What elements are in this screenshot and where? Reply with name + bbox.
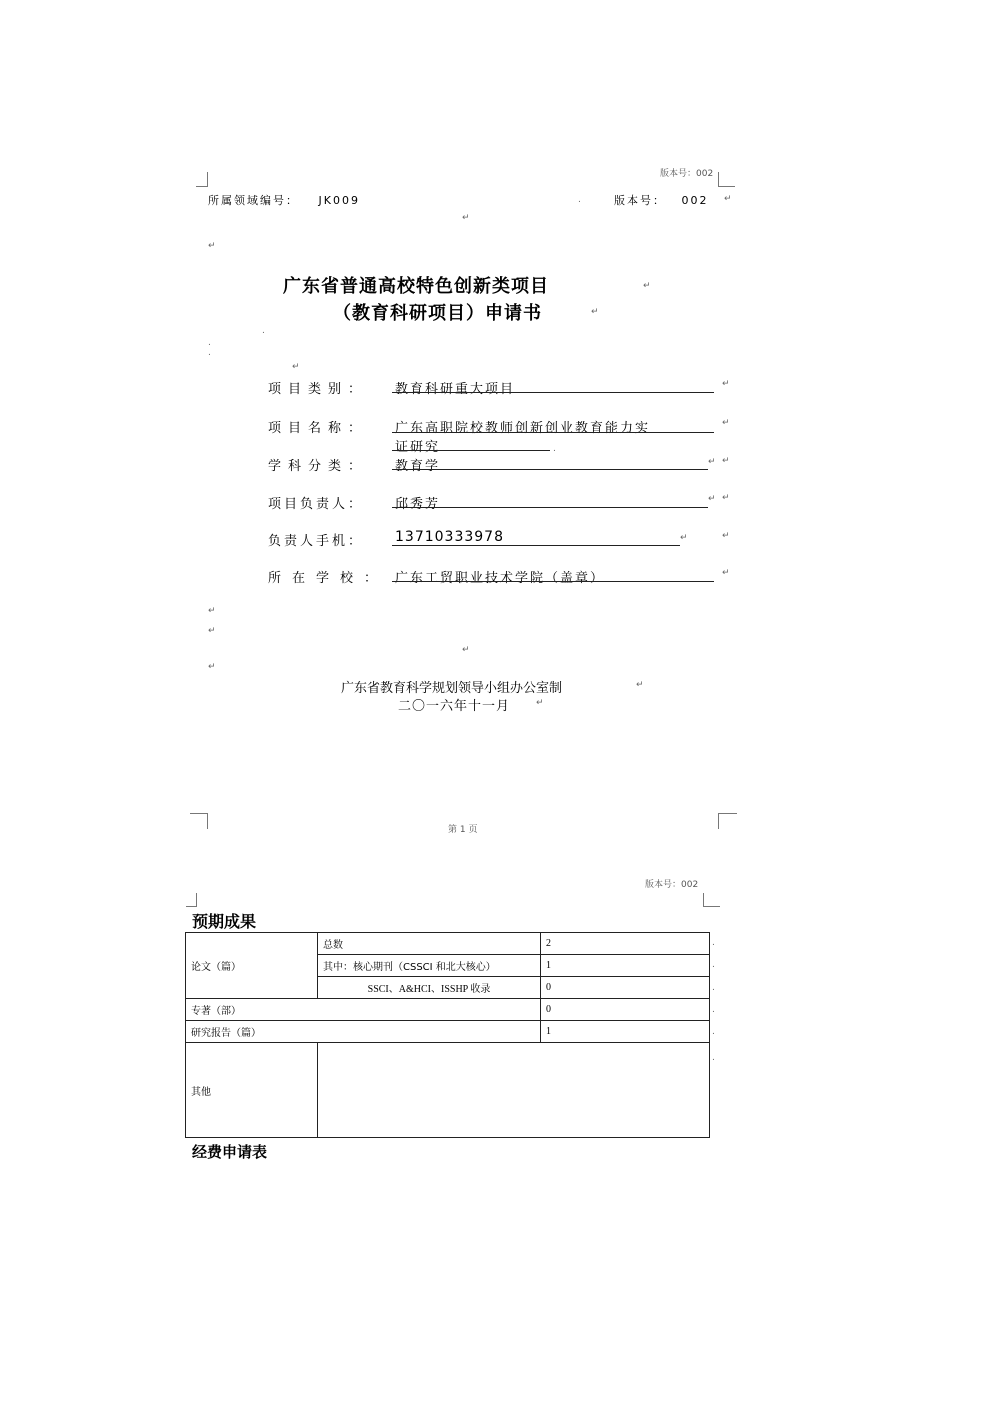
corner-mark-top-left <box>196 172 208 187</box>
row-end-mark: . <box>712 1053 715 1063</box>
ssci-value-cell: 0 <box>541 977 710 999</box>
page-number: 第 1 页 <box>448 825 478 835</box>
paragraph-mark: ↵ <box>722 568 730 578</box>
other-label-cell: 其他 <box>186 1043 318 1138</box>
field-code-label: 所属领域编号： <box>208 194 299 207</box>
paragraph-mark: . <box>262 326 265 336</box>
paragraph-mark: ↵ <box>208 241 216 251</box>
papers-label-cell: 论文（篇） <box>186 933 318 999</box>
edition-label: 版本号： <box>614 194 666 207</box>
other-value-cell <box>318 1043 710 1138</box>
ssci-label-cell: SSCI、A&HCI、ISSHP 收录 <box>318 977 541 999</box>
discipline-label: 学科分类： <box>268 459 369 474</box>
paragraph-mark: ↵ <box>292 362 300 372</box>
edition-row <box>614 192 709 208</box>
report-value-cell: 1 <box>541 1021 710 1043</box>
section-title-expected-results: 预期成果 <box>192 912 257 931</box>
corner-mark-top-right-page2 <box>703 893 720 907</box>
paragraph-mark: ↵ <box>462 213 470 223</box>
document-title-line2: （教育科研项目）申请书 <box>333 303 542 324</box>
underline <box>392 545 680 546</box>
total-label-cell: 总数 <box>318 933 541 955</box>
total-value-cell: 2 <box>541 933 710 955</box>
corner-mark-bottom-right <box>718 813 737 829</box>
paragraph-mark: ↵ <box>536 698 544 708</box>
paragraph-mark: . <box>208 338 211 348</box>
row-end-mark: . <box>712 1027 715 1037</box>
next-section-title-clipped: 经费申请表 <box>192 1143 268 1161</box>
paragraph-mark: ↵ <box>722 456 730 466</box>
document-title-line1: 广东省普通高校特色创新类项目 <box>283 276 549 297</box>
paragraph-mark: ↵ <box>722 531 730 541</box>
issue-date: 二〇一六年十一月 <box>398 699 511 714</box>
paragraph-mark: . <box>578 195 581 205</box>
paragraph-mark: ↵ <box>591 307 599 317</box>
paragraph-mark: ↵ <box>643 281 651 291</box>
project-category-value: 教育科研重大项目 <box>395 382 516 397</box>
row-end-mark: . <box>712 938 715 948</box>
core-journal-value-cell: 1 <box>541 955 710 977</box>
paragraph-mark: ↵ <box>722 493 730 503</box>
edition-top-note-page2: 版本号：002 <box>645 880 699 890</box>
issuer: 广东省教育科学规划领导小组办公室制 <box>341 681 563 696</box>
underline <box>392 432 714 433</box>
corner-mark-top-right <box>718 172 735 187</box>
paragraph-mark: ↵ <box>636 680 644 690</box>
row-end-mark: . <box>712 1005 715 1015</box>
corner-mark-top-left-page2 <box>186 893 197 907</box>
edition-top-note: 版本号：002 <box>660 169 714 179</box>
edition-value: 002 <box>681 194 709 207</box>
report-label-cell: 研究报告（篇） <box>186 1021 541 1043</box>
school-label: 所在学校： <box>268 571 389 586</box>
discipline-value: 教育学 <box>395 459 441 474</box>
expected-results-table <box>185 932 710 1138</box>
phone-label: 负责人手机： <box>268 534 365 549</box>
project-name-value: 广东高职院校教师创新创业教育能力实 <box>395 421 651 436</box>
row-end-mark: . <box>712 960 715 970</box>
paragraph-mark: ↵ <box>462 645 470 655</box>
field-code-value: JK009 <box>318 194 360 207</box>
monograph-label-cell: 专著（部） <box>186 999 541 1021</box>
underline <box>392 392 714 393</box>
paragraph-mark: . <box>208 348 211 358</box>
paragraph-mark: ↵ <box>724 194 732 204</box>
leader-label: 项目负责人： <box>268 497 365 512</box>
paragraph-mark: ↵ <box>208 606 216 616</box>
row-end-mark: . <box>712 983 715 993</box>
underline <box>392 450 550 451</box>
underline <box>392 469 708 470</box>
paragraph-mark: . <box>553 444 556 454</box>
paragraph-mark: ↵ <box>722 379 730 389</box>
project-name-value-cont: 证研究 <box>395 440 441 455</box>
field-code-row <box>208 192 360 208</box>
core-journal-label-cell: 其中：核心期刊（CSSCI 和北大核心） <box>318 955 541 977</box>
underline <box>392 581 714 582</box>
leader-value: 邱秀芳 <box>395 497 441 512</box>
paragraph-mark: ↵ <box>208 662 216 672</box>
monograph-value-cell: 0 <box>541 999 710 1021</box>
paragraph-mark: ↵ <box>708 457 716 467</box>
project-category-label: 项目类别： <box>268 382 369 397</box>
underline <box>392 507 708 508</box>
project-name-label: 项目名称： <box>268 421 369 436</box>
corner-mark-bottom-left <box>190 813 208 829</box>
paragraph-mark: ↵ <box>208 626 216 636</box>
paragraph-mark: ↵ <box>722 418 730 428</box>
school-value: 广东工贸职业技术学院（盖章） <box>395 571 606 586</box>
paragraph-mark: ↵ <box>708 494 716 504</box>
paragraph-mark: ↵ <box>680 533 688 543</box>
phone-value: 13710333978 <box>395 529 504 545</box>
